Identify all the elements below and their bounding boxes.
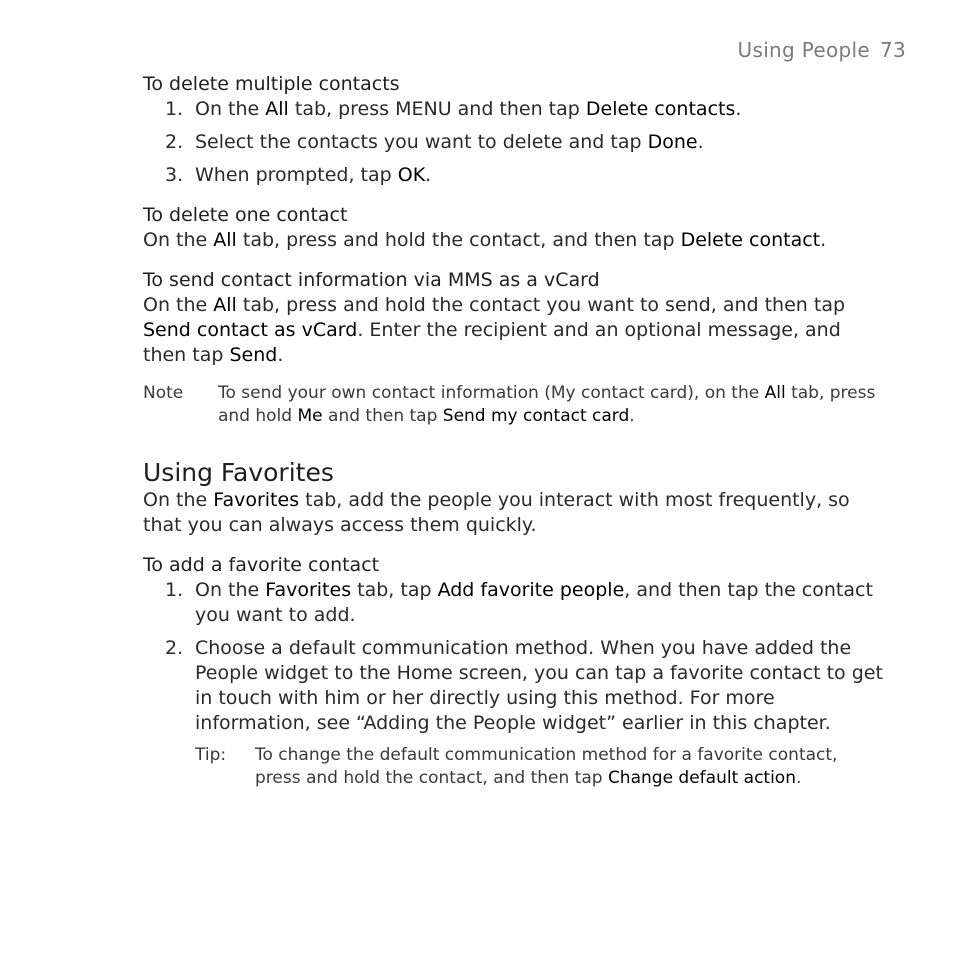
- list-item: [143, 97, 888, 122]
- step-text: On the: [195, 579, 266, 601]
- tip-label: Tip:: [195, 745, 227, 765]
- ui-term: Favorites: [213, 489, 300, 511]
- body-text: .: [277, 344, 284, 366]
- favorites-intro: [143, 488, 888, 538]
- note-body: tab, press and hold: [218, 383, 876, 426]
- page-number: 73: [879, 38, 906, 62]
- ui-term: Favorites: [265, 579, 352, 601]
- step-text: , and then tap the contact you want to add.: [195, 579, 873, 626]
- send-vcard-section: [143, 268, 888, 368]
- step-number: 2.: [165, 637, 184, 659]
- step-number: 2.: [165, 131, 184, 153]
- send-vcard-text: [143, 293, 888, 368]
- header-section: Using People: [737, 38, 870, 62]
- list-item: [143, 130, 888, 155]
- ui-term: All: [265, 98, 289, 120]
- note-box: [143, 382, 888, 428]
- body-text: tab, press and hold the contact you want to send, and then tap: [236, 294, 846, 316]
- step-text: Choose a default communication method. When you have added the People widget to the Home screen, you can tap a favorite contact to get in touch with him or her directly using this method. For more information, see “Adding the People widget” earlier in this chapter.: [195, 637, 883, 734]
- delete-multiple-steps: [143, 97, 888, 188]
- ui-term: Send my contact card: [442, 406, 630, 426]
- list-item: [143, 578, 888, 628]
- ui-term: All: [764, 383, 786, 403]
- ui-term: Delete contact: [680, 229, 821, 251]
- delete-multiple-heading: To delete multiple contacts: [143, 73, 400, 95]
- add-favorite-section: [143, 553, 888, 736]
- delete-one-heading: To delete one contact: [143, 204, 348, 226]
- page-header: [738, 38, 906, 62]
- ui-term: Send contact as vCard: [143, 319, 358, 341]
- body-text: . Enter the recipient and an optional message, and then tap: [143, 319, 841, 366]
- ui-term: Change default action: [607, 768, 796, 788]
- step-text: tab, tap: [351, 579, 438, 601]
- ui-term: Done: [647, 131, 698, 153]
- ui-term: Me: [297, 406, 323, 426]
- delete-one-text: [143, 228, 888, 253]
- ui-term: Add favorite people: [437, 579, 625, 601]
- body-text: On the: [143, 489, 214, 511]
- note-body: and then tap: [322, 406, 443, 426]
- note-text: [218, 382, 888, 428]
- step-number: 1.: [165, 98, 184, 120]
- favorites-section-title: Using Favorites: [143, 458, 334, 487]
- list-item: [143, 636, 888, 736]
- step-text: When prompted, tap: [195, 164, 398, 186]
- add-favorite-heading: To add a favorite contact: [143, 554, 380, 576]
- step-number: 1.: [165, 579, 184, 601]
- tip-body: To change the default communication method for a favorite contact, press and hold the contact, and then tap: [255, 745, 838, 788]
- ui-term: Send: [229, 344, 278, 366]
- body-text: tab, press and hold the contact, and then tap: [236, 229, 681, 251]
- body-text: .: [820, 229, 827, 251]
- tip-body: .: [795, 768, 802, 788]
- step-text: tab, press MENU and then tap: [288, 98, 586, 120]
- ui-term: All: [213, 294, 237, 316]
- note-body: .: [629, 406, 635, 426]
- page-content: [143, 72, 888, 790]
- ui-term: Delete contacts: [585, 98, 736, 120]
- step-text: .: [735, 98, 742, 120]
- body-text: tab, add the people you interact with most frequently, so that you can always access them quickly.: [143, 489, 850, 536]
- tip-text: [255, 744, 888, 790]
- body-text: On the: [143, 229, 214, 251]
- step-text: On the: [195, 98, 266, 120]
- ui-term: All: [213, 229, 237, 251]
- step-text: .: [697, 131, 704, 153]
- add-favorite-steps: [143, 578, 888, 736]
- step-text: Select the contacts you want to delete and tap: [195, 131, 648, 153]
- delete-one-section: [143, 203, 888, 253]
- body-text: On the: [143, 294, 214, 316]
- step-text: .: [425, 164, 432, 186]
- step-number: 3.: [165, 164, 184, 186]
- note-label: Note: [143, 383, 184, 403]
- note-body: To send your own contact information (My contact card), on the: [218, 383, 765, 403]
- send-vcard-heading: To send contact information via MMS as a vCard: [143, 269, 600, 291]
- list-item: [143, 163, 888, 188]
- ui-term: OK: [397, 164, 426, 186]
- tip-box: [195, 744, 888, 790]
